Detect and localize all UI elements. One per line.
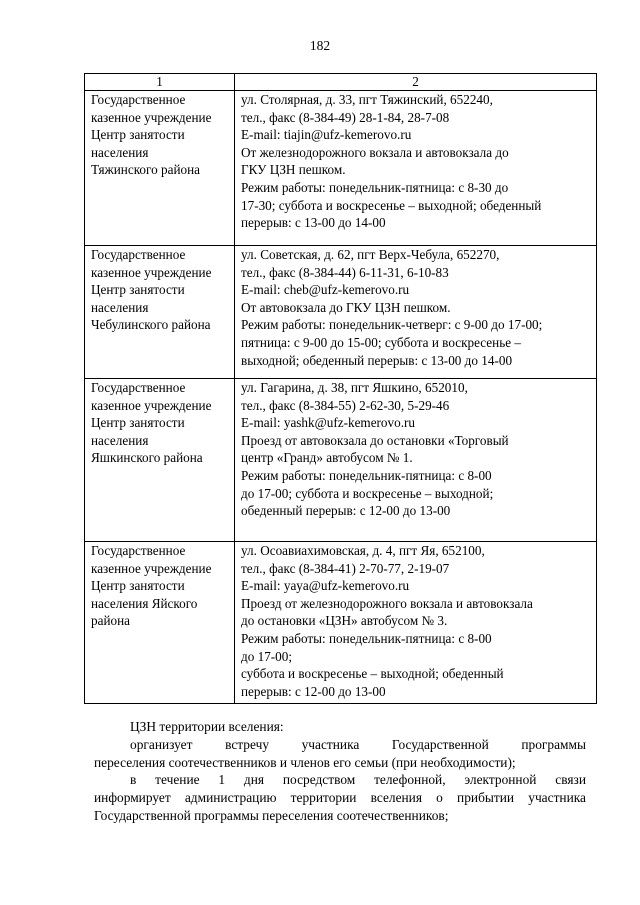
org-line: населения	[91, 299, 149, 315]
table-row	[85, 542, 597, 704]
schedule-line: обеденный перерыв: с 12-00 до 13-00	[241, 503, 451, 519]
details-cell	[235, 379, 597, 542]
schedule-line: Режим работы: понедельник-пятница: с 8-00	[241, 630, 492, 646]
phone-line: тел., факс (8-384-49) 28-1-84, 28-7-08	[241, 109, 450, 125]
org-line: Центр занятости	[91, 415, 185, 431]
organization-cell	[85, 379, 235, 542]
org-line: населения Яйского	[91, 595, 198, 611]
schedule-line: перерыв: с 12-00 до 13-00	[241, 683, 386, 699]
directions-line: От автовокзала до ГКУ ЦЗН пешком.	[241, 299, 451, 315]
directions-line: до остановки «ЦЗН» автобусом № 3.	[241, 613, 448, 629]
email-line: E-mail: yashk@ufz-kemerovo.ru	[241, 415, 416, 431]
organization-cell	[85, 91, 235, 246]
org-line: Чебулинского района	[91, 317, 211, 333]
email-line: E-mail: yaya@ufz-kemerovo.ru	[241, 578, 410, 594]
org-line: Центр занятости	[91, 282, 185, 298]
org-line: Государственное	[91, 380, 186, 395]
directions-line: ГКУ ЦЗН пешком.	[241, 162, 346, 178]
schedule-line: до 17-00;	[241, 648, 293, 664]
org-line: Тяжинского района	[91, 162, 201, 178]
directions-line: центр «Гранд» автобусом № 1.	[241, 450, 413, 466]
employment-centers-table	[84, 73, 597, 704]
table-row	[85, 91, 597, 246]
details-cell	[235, 91, 597, 246]
address-line: ул. Советская, д. 62, пгт Верх-Чебула, 652270,	[241, 247, 500, 262]
column-header-2: 2	[235, 74, 597, 91]
phone-line: тел., факс (8-384-44) 6-11-31, 6-10-83	[241, 264, 449, 280]
address-line: ул. Осоавиахимовская, д. 4, пгт Яя, 652100,	[241, 543, 485, 558]
paragraph-line: информирует администрацию территории вселения о прибытии участника	[94, 790, 586, 806]
table-row	[85, 379, 597, 542]
paragraph-line: организует встречу участника Государственной программы	[130, 736, 586, 752]
org-line: Яшкинского района	[91, 450, 203, 466]
schedule-line: Режим работы: понедельник-четверг: с 9-00 до 17-00;	[241, 317, 543, 333]
org-line: населения	[91, 144, 149, 160]
column-header-1: 1	[85, 74, 235, 91]
directions-line: Проезд от железнодорожного вокзала и автовокзала	[241, 595, 533, 611]
phone-line: тел., факс (8-384-41) 2-70-77, 2-19-07	[241, 560, 450, 576]
email-line: E-mail: cheb@ufz-kemerovo.ru	[241, 282, 410, 298]
paragraph-line: переселения соотечественников и членов его семьи (при необходимости);	[94, 754, 516, 770]
details-cell	[235, 246, 597, 379]
org-line: казенное учреждение	[91, 397, 212, 413]
schedule-line: до 17-00; суббота и воскресенье – выходной;	[241, 485, 494, 501]
schedule-line: Режим работы: понедельник-пятница: с 8-30 до	[241, 179, 509, 195]
section-heading: ЦЗН территории вселения:	[130, 719, 284, 734]
phone-line: тел., факс (8-384-55) 2-62-30, 5-29-46	[241, 397, 450, 413]
org-line: Государственное	[91, 543, 186, 558]
org-line: казенное учреждение	[91, 560, 212, 576]
org-line: Центр занятости	[91, 578, 185, 594]
address-line: ул. Столярная, д. 33, пгт Тяжинский, 652240,	[241, 92, 493, 107]
table-row	[85, 246, 597, 379]
org-line: казенное учреждение	[91, 264, 212, 280]
table-header-row	[85, 74, 597, 91]
schedule-line: 17-30; суббота и воскресенье – выходной; обеденный	[241, 197, 542, 213]
schedule-line: выходной; обеденный перерыв: с 13-00 до 14-00	[241, 352, 513, 368]
paragraph-line: Государственной программы переселения соотечественников;	[94, 807, 449, 823]
address-line: ул. Гагарина, д. 38, пгт Яшкино, 652010,	[241, 380, 468, 395]
organization-cell	[85, 246, 235, 379]
schedule-line: перерыв: с 13-00 до 14-00	[241, 215, 386, 231]
page-number: 182	[309, 38, 331, 53]
org-line: района	[91, 613, 131, 629]
directions-line: От железнодорожного вокзала и автовокзала до	[241, 144, 509, 160]
body-text	[94, 718, 586, 825]
schedule-line: пятница: с 9-00 до 15-00; суббота и воскресенье –	[241, 334, 521, 350]
org-line: казенное учреждение	[91, 109, 212, 125]
paragraph-line: в течение 1 дня посредством телефонной, электронной связи	[130, 772, 586, 788]
details-cell	[235, 542, 597, 704]
org-line: Государственное	[91, 247, 186, 262]
org-line: населения	[91, 432, 149, 448]
directions-line: Проезд от автовокзала до остановки «Торговый	[241, 432, 509, 448]
org-line: Государственное	[91, 92, 186, 107]
email-line: E-mail: tiajin@ufz-kemerovo.ru	[241, 127, 412, 143]
schedule-line: Режим работы: понедельник-пятница: с 8-00	[241, 467, 492, 483]
org-line: Центр занятости	[91, 127, 185, 143]
organization-cell	[85, 542, 235, 704]
schedule-line: суббота и воскресенье – выходной; обеденный	[241, 666, 504, 682]
